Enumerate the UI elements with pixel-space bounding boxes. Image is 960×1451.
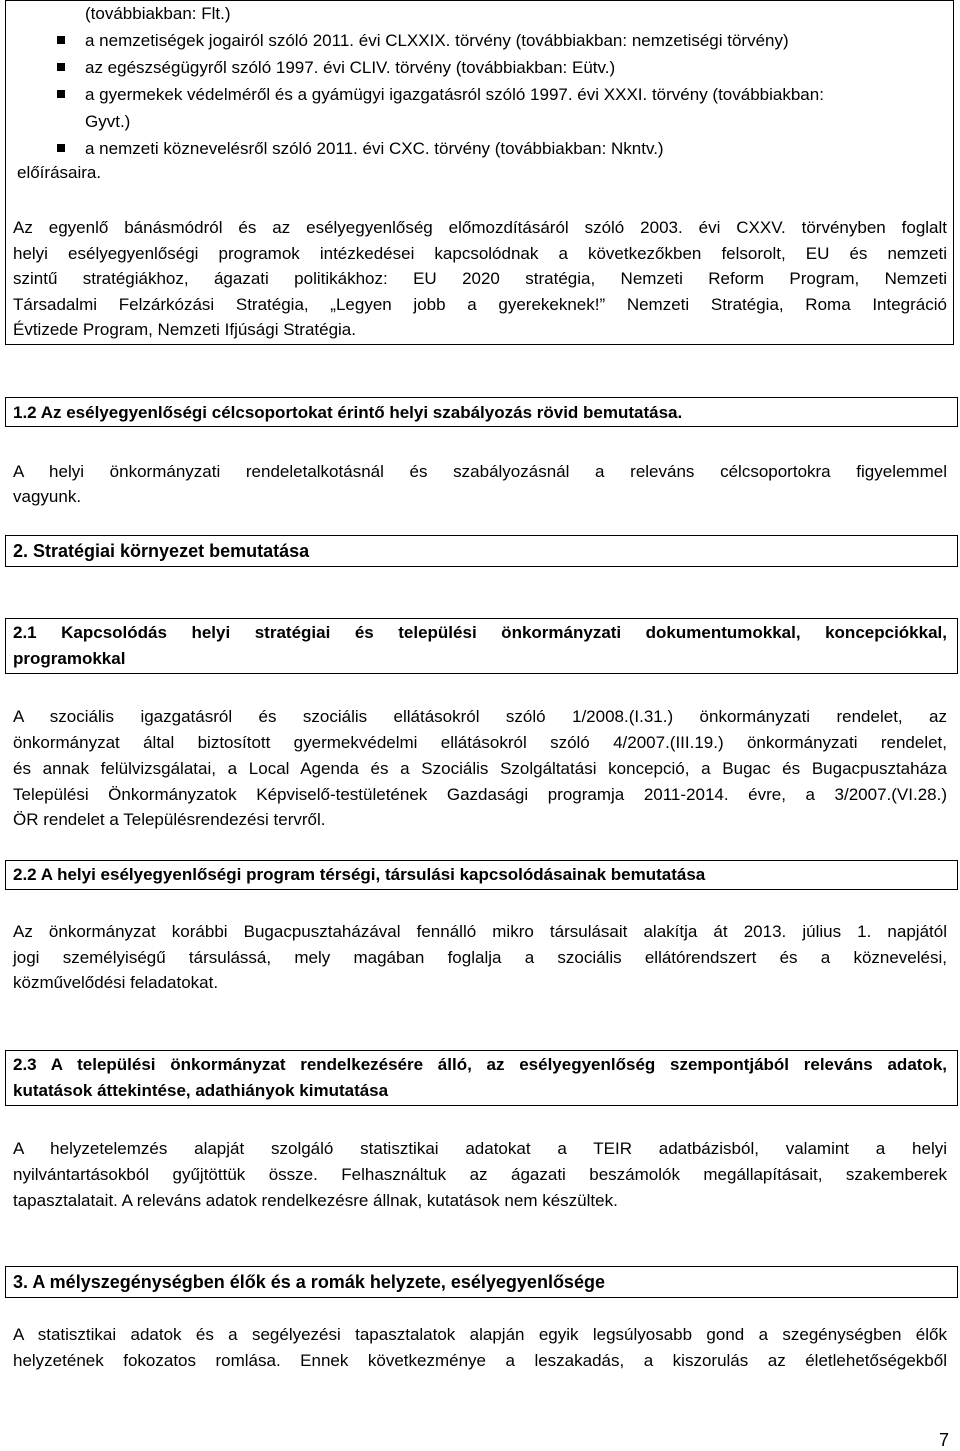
paragraph-line: tapasztalatait. A releváns adatok rendelkezésre állnak, kutatások nem készültek. [13, 1191, 618, 1210]
section-heading: 1.2 Az esélyegyenlőségi célcsoportokat érintő helyi szabályozás rövid bemutatása. [13, 403, 683, 422]
paragraph-line: Az önkormányzat korábbi Bugacpusztaházával fennálló mikro társulásait alakítja át 2013. július 1. napjától [13, 922, 947, 941]
paragraph-line: helyi esélyegyenlőségi programok intézkedései kapcsolódnak a következőkben felsorolt, EU és nemzeti [13, 244, 947, 263]
paragraph-line: A szociális igazgatásról és szociális ellátásokról szóló 1/2008.(I.31.) önkormányzati rendelet, az [13, 707, 947, 726]
list-closing-text: előírásaira. [17, 163, 102, 182]
paragraph-line: A helyi önkormányzati rendeletalkotásnál és szabályozásnál a releváns célcsoportokra figyelemmel [13, 462, 947, 481]
paragraph-line: önkormányzat által biztosított gyermekvédelmi ellátásokról szóló 4/2007.(III.19.) önkormányzati rendelet, [13, 733, 947, 752]
section-heading: 3. A mélyszegénységben élők és a romák helyzete, esélyegyenlősége [13, 1272, 605, 1292]
paragraph-line: szintű stratégiákhoz, ágazati politikákhoz: EU 2020 stratégia, Nemzeti Reform Program, Nemzeti [13, 269, 947, 288]
paragraph-line: helyzetének fokozatos romlása. Ennek következménye a leszakadás, a kiszorulás az életlehetőségekből [13, 1351, 947, 1370]
list-item-continuation: Gyvt.) [85, 112, 131, 131]
list-continuation: (továbbiakban: Flt.) [85, 4, 231, 23]
list-item: a nemzeti köznevelésről szóló 2011. évi CXC. törvény (továbbiakban: Nkntv.) [85, 139, 664, 158]
list-item: a gyermekek védelméről és a gyámügyi igazgatásról szóló 1997. évi XXXI. törvény (továbbiakban: [85, 85, 824, 104]
paragraph-line: jogi személyiségű társulássá, mely magában foglalja a szociális ellátórendszert és a köznevelési, [13, 948, 947, 967]
paragraph-line: vagyunk. [13, 487, 82, 506]
list-item: a nemzetiségek jogairól szóló 2011. évi CLXXIX. törvény (továbbiakban: nemzetiségi törvény) [85, 31, 789, 50]
bullet-icon [57, 144, 65, 152]
section-heading: kutatások áttekintése, adathiányok kimutatása [13, 1081, 389, 1100]
section-heading: 2.2 A helyi esélyegyenlőségi program térségi, társulási kapcsolódásainak bemutatása [13, 865, 706, 884]
list-item: az egészségügyről szóló 1997. évi CLIV. törvény (továbbiakban: Eütv.) [85, 58, 616, 77]
section-heading: 2.3 A települési önkormányzat rendelkezésére álló, az esélyegyenlőség szempontjából releváns adatok, [13, 1055, 947, 1074]
paragraph-line: közművelődési feladatokat. [13, 973, 219, 992]
paragraph-line: Az egyenlő bánásmódról és az esélyegyenlőség előmozdításáról szóló 2003. évi CXXV. törvényben foglalt [13, 218, 947, 237]
section-heading: programokkal [13, 649, 126, 668]
section-heading: 2. Stratégiai környezet bemutatása [13, 541, 310, 561]
paragraph-line: Települési Önkormányzatok Képviselő-testületének Gazdasági programja 2011-2014. évre, a 3/2007.(VI.28.) [13, 785, 947, 804]
bullet-icon [57, 36, 65, 44]
bullet-icon [57, 90, 65, 98]
paragraph-line: A statisztikai adatok és a segélyezési tapasztalatok alapján egyik legsúlyosabb gond a szegénységben élők [13, 1325, 947, 1344]
paragraph-line: nyilvántartásokból gyűjtöttük össze. Felhasználtuk az ágazati beszámolók megállapításait, szakemberek [13, 1165, 947, 1184]
bullet-icon [57, 63, 65, 71]
paragraph-line: Évtizede Program, Nemzeti Ifjúsági Stratégia. [13, 320, 356, 339]
page-number: 7 [938, 1430, 949, 1450]
paragraph-line: ÖR rendelet a Településrendezési tervről. [13, 810, 326, 829]
paragraph-line: Társadalmi Felzárkózási Stratégia, „Legyen jobb a gyerekeknek!” Nemzeti Stratégia, Roma Integráció [13, 295, 947, 314]
paragraph-line: és annak felülvizsgálatai, a Local Agenda és a Szociális Szolgáltatási koncepció, a Bugac és Bugacpusztaháza [13, 759, 947, 778]
paragraph-line: A helyzetelemzés alapját szolgáló statisztikai adatokat a TEIR adatbázisból, valamint a helyi [13, 1139, 947, 1158]
section-heading: 2.1 Kapcsolódás helyi stratégiai és települési önkormányzati dokumentumokkal, koncepciókkal, [13, 623, 947, 642]
